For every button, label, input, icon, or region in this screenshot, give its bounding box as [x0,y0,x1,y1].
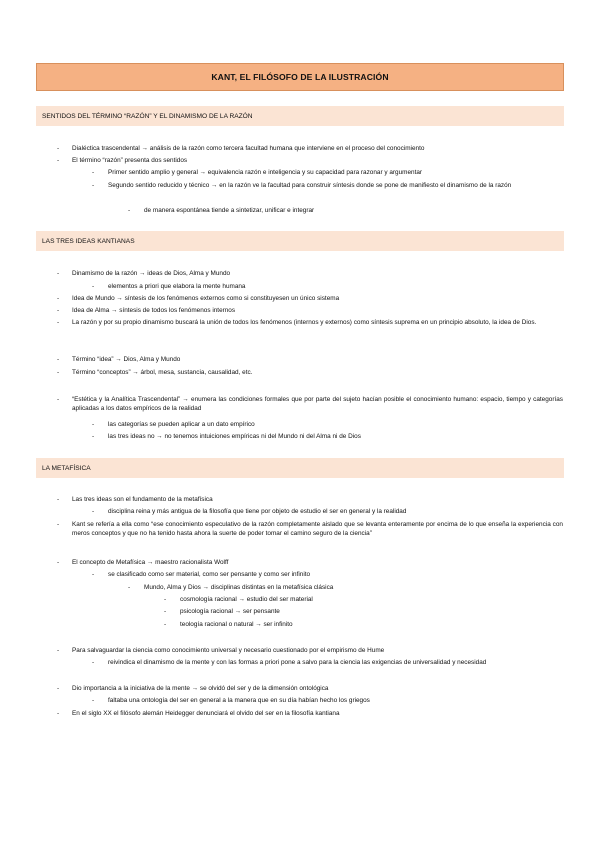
bullet-dash: - [128,207,131,214]
bullet-dash: - [92,169,95,176]
list-item: Kant se refería a ella como “ese conocimiento especulativo de la razón completamente aislado que se levanta enteramente por encima de lo que enseña la experiencia con meros conceptos y que no ha tenido hasta ahora la suerte de poder tomar el camino seguro de la ciencia” [72,521,563,537]
list-item: La razón y por su propio dinamismo buscará la unión de todos los fenómenos (internos y externos) como síntesis suprema en un principio absoluto, la idea de Dios. [72,319,537,326]
list-item: cosmología racional → estudio del ser material [180,596,313,603]
list-item: psicología racional → ser pensante [180,608,280,615]
bullet-dash: - [57,319,60,326]
list-item: El término “razón” presenta dos sentidos [72,157,188,164]
list-item: Mundo, Alma y Dios → disciplinas distintas en la metafísica clásica [144,584,334,591]
list-item: Dinamismo de la razón → ideas de Dios, Alma y Mundo [72,270,231,277]
bullet-dash: - [57,307,60,314]
bullet-dash: - [57,710,60,717]
list-item: Segundo sentido reducido y técnico → en la razón ve la facultad para construir síntesis donde se pone de manifiesto el dinamismo de la razón [108,182,512,189]
bullet-dash: - [57,145,60,152]
bullet-dash: - [57,295,60,302]
list-item: Término “conceptos” → árbol, mesa, sustancia, causalidad, etc. [72,369,253,376]
bullet-dash: - [57,685,60,692]
bullet-dash: - [57,647,60,654]
bullet-dash: - [92,182,95,189]
list-item: Idea de Alma → síntesis de todos los fenómenos internos [72,307,236,314]
list-item: En el siglo XX el filósofo alemán Heidegger denunciará el olvido del ser en la filosofía kantiana [72,710,340,717]
bullet-dash: - [128,584,131,591]
section-heading-razon: SENTIDOS DEL TÉRMINO “RAZÓN” Y EL DINAMISMO DE LA RAZÓN [36,106,564,126]
list-item: de manera espontánea tiende a sintetizar, unificar e integrar [144,207,315,214]
bullet-dash: - [57,270,60,277]
list-item: Término “idea” → Dios, Alma y Mundo [72,356,181,363]
bullet-dash: - [164,608,167,615]
list-item: las tres ideas no → no tenemos intuiciones empíricas ni del Mundo ni del Alma ni de Dios [108,433,361,440]
bullet-dash: - [92,508,95,515]
bullet-dash: - [57,396,60,403]
section-heading-ideas: LAS TRES IDEAS KANTIANAS [36,231,564,251]
bullet-dash: - [92,697,95,704]
list-item: elementos a priori que elabora la mente humana [108,283,246,290]
bullet-dash: - [57,369,60,376]
list-item: “Estética y la Analítica Trascendental” → enumera las condiciones formales que por parte del sujeto hacían posible el conocimiento humano: espacio, tiempo y categorías aplicadas a los datos empíricos de la realidad [72,396,563,412]
list-item: Dio importancia a la iniciativa de la mente → se olvidó del ser y de la dimensión ontológica [72,685,329,692]
bullet-dash: - [92,433,95,440]
list-item: reivindica el dinamismo de la mente y con las formas a priori pone a salvo para la ciencia las exigencias de universalidad y necesidad [108,659,487,666]
bullet-dash: - [57,521,60,528]
section-heading-metafisica: LA METAFÍSICA [36,458,564,478]
list-item: se clasificado como ser material, como ser pensante y como ser infinito [108,571,311,578]
list-item: disciplina reina y más antigua de la filosofía que tiene por objeto de estudio el ser en general y la realidad [108,508,407,515]
bullet-dash: - [92,421,95,428]
list-item: El concepto de Metafísica → maestro racionalista Wolff [72,559,229,566]
list-item: faltaba una ontología del ser en general a la manera que en su día habían hecho los griegos [108,697,370,704]
bullet-dash: - [92,571,95,578]
bullet-dash: - [57,496,60,503]
bullet-dash: - [57,157,60,164]
bullet-dash: - [92,659,95,666]
bullet-dash: - [164,596,167,603]
list-item: teología racional o natural → ser infinito [180,621,293,628]
bullet-dash: - [164,621,167,628]
bullet-dash: - [57,559,60,566]
bullet-dash: - [57,356,60,363]
list-item: las categorías se pueden aplicar a un dato empírico [108,421,255,428]
list-item: Idea de Mundo → síntesis de los fenómenos externos como si constituyesen un único sistema [72,295,340,302]
list-item: Primer sentido amplio y general → equivalencia razón e inteligencia y su capacidad para razonar y argumentar [108,169,423,176]
document-title: KANT, EL FILÓSOFO DE LA ILUSTRACIÓN [36,63,564,91]
list-item: Para salvaguardar la ciencia como conocimiento universal y necesario cuestionado por el empirismo de Hume [72,647,385,654]
bullet-dash: - [92,283,95,290]
list-item: Dialéctica trascendental → análisis de la razón como tercera facultad humana que interviene en el proceso del conocimiento [72,145,425,152]
list-item: Las tres ideas son el fundamento de la metafísica [72,496,213,503]
